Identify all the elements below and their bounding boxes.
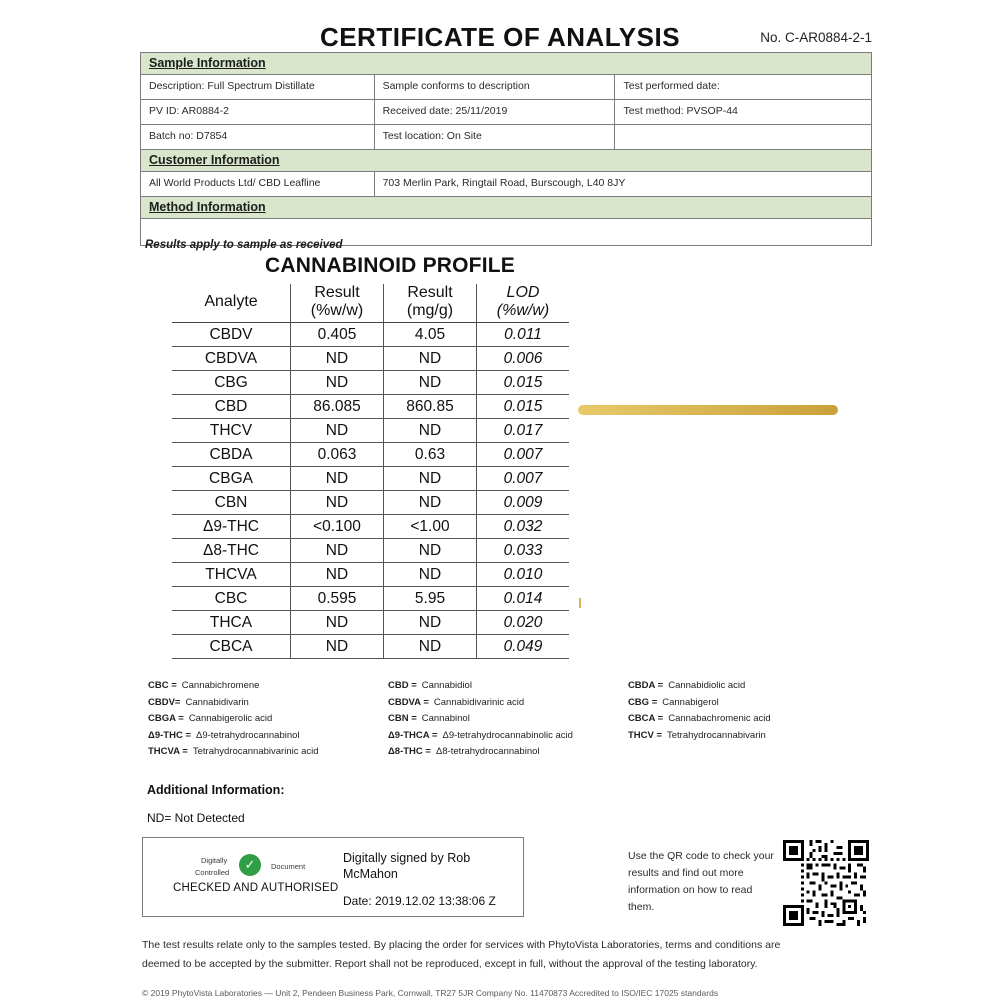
table-row: [172, 467, 569, 491]
cannabinoid-profile-table: [172, 284, 569, 659]
abbreviation-code: THCVA =: [148, 746, 188, 757]
column-header-lod-line1: LOD: [506, 284, 540, 301]
result-mgg: 4.05: [384, 323, 477, 347]
table-row: [172, 587, 569, 611]
result-mgg: ND: [384, 467, 477, 491]
abbreviation-item: [388, 697, 628, 708]
abbreviation-code: CBCA =: [627, 713, 664, 724]
qr-instructions: Use the QR code to check your results and find out more information on how to read them.: [628, 850, 774, 913]
analyte-name: CBG: [172, 371, 291, 395]
table-header-row: [172, 284, 569, 323]
stamp-line-document: Document: [271, 862, 306, 871]
lod-pct: 0.014: [477, 587, 570, 611]
result-mgg: ND: [384, 611, 477, 635]
lod-pct: 0.015: [477, 371, 570, 395]
batch-no: Batch no: D7854: [141, 125, 375, 149]
table-row: [172, 395, 569, 419]
abbreviation-code: Δ9-THC =: [148, 729, 191, 741]
abbreviation-item: [148, 713, 388, 724]
result-mgg: <1.00: [384, 515, 477, 539]
test-performed-date: Test performed date:: [623, 80, 720, 92]
result-mgg: 0.63: [384, 443, 477, 467]
abbreviation-row: [148, 730, 868, 741]
lod-pct: 0.032: [477, 515, 570, 539]
abbreviation-definition: Cannabachromenic acid: [668, 713, 771, 724]
qr-code[interactable]: [783, 840, 869, 926]
sample-conformance: Sample conforms to description: [375, 75, 616, 99]
abbreviation-code: CBDV=: [148, 696, 181, 708]
results-note: Results apply to sample as received: [145, 239, 343, 251]
table-row: [172, 323, 569, 347]
abbreviation-code: CBN =: [387, 713, 417, 724]
abbreviation-definition: Δ8-tetrahydrocannabinol: [435, 746, 540, 757]
abbreviation-item: [388, 730, 628, 741]
result-pct: ND: [291, 371, 384, 395]
abbreviation-code: CBD =: [387, 680, 417, 691]
column-header-result-pct-line1: Result: [314, 284, 360, 301]
abbreviation-code: THCV =: [627, 729, 662, 741]
abbreviation-row: [148, 746, 868, 757]
result-mgg: ND: [384, 347, 477, 371]
column-header-result-mgg-line1: Result: [407, 284, 453, 301]
column-header-analyte-line1: Analyte: [204, 293, 258, 310]
result-mgg: 860.85: [384, 395, 477, 419]
lod-pct: 0.033: [477, 539, 570, 563]
additional-information-title: Additional Information:: [147, 783, 285, 797]
result-mgg: 5.95: [384, 587, 477, 611]
column-header-result-pct: [291, 284, 384, 323]
abbreviation-code: CBC =: [148, 680, 177, 691]
abbreviation-code: Δ9-THCA =: [387, 729, 438, 741]
abbreviation-item: [628, 713, 868, 724]
abbreviation-row: [148, 680, 868, 691]
test-location: Test location: On Site: [375, 125, 616, 149]
analyte-name: CBDA: [172, 443, 291, 467]
table-row: [141, 100, 871, 125]
result-pct: ND: [291, 539, 384, 563]
abbreviation-item: [628, 680, 868, 691]
table-row: [172, 635, 569, 659]
result-mgg: ND: [384, 635, 477, 659]
table-row: [172, 611, 569, 635]
abbreviation-definition: Tetrahydrocannabivarin: [667, 729, 766, 741]
table-row: [172, 563, 569, 587]
column-header-analyte: [172, 284, 291, 323]
sample-description: Description: Full Spectrum Distillate: [141, 75, 375, 99]
footer-line-2: deemed to be accepted by the submitter. Report shall not be reproduced, except in full, without the approval of the testing laboratory.: [142, 958, 758, 970]
abbreviations-legend: [148, 680, 868, 763]
abbreviation-definition: Cannabidivarin: [185, 696, 249, 708]
result-pct: ND: [291, 419, 384, 443]
stamp-line-digitally: Digitally: [201, 856, 228, 865]
checked-and-authorised-label: CHECKED AND AUTHORISED: [173, 882, 339, 894]
analyte-name: Δ8-THC: [172, 539, 291, 563]
table-row: [141, 125, 871, 150]
result-pct: 0.405: [291, 323, 384, 347]
result-pct: ND: [291, 467, 384, 491]
result-pct: ND: [291, 491, 384, 515]
analyte-name: THCV: [172, 419, 291, 443]
result-pct: 0.595: [291, 587, 384, 611]
test-method: Test method: PVSOP-44: [623, 105, 738, 117]
information-tables: [140, 52, 872, 246]
result-pct: ND: [291, 635, 384, 659]
lod-pct: 0.007: [477, 443, 570, 467]
certificate-number: No. C-AR0884-2-1: [760, 30, 872, 45]
signature-date: Date: 2019.12.02 13:38:06 Z: [343, 894, 496, 908]
abbreviation-definition: Cannabidiol: [421, 680, 472, 691]
received-date: Received date: 25/11/2019: [375, 100, 616, 124]
customer-address: 703 Merlin Park, Ringtail Road, Burscough, L40 8JY: [382, 177, 626, 189]
table-row: [172, 419, 569, 443]
abbreviation-definition: Δ9-tetrahydrocannabinolic acid: [442, 729, 573, 741]
abbreviation-item: [628, 697, 868, 708]
abbreviation-definition: Cannabinol: [421, 713, 470, 724]
sample-information-label: Sample Information: [149, 56, 266, 70]
abbreviation-definition: Cannabigerolic acid: [188, 713, 273, 724]
analyte-name: CBCA: [172, 635, 291, 659]
lod-pct: 0.020: [477, 611, 570, 635]
analyte-name: THCVA: [172, 563, 291, 587]
table-row: [172, 443, 569, 467]
analyte-name: Δ9-THC: [172, 515, 291, 539]
sample-information-band: [141, 53, 871, 75]
abbreviation-code: Δ8-THC =: [387, 746, 431, 757]
analyte-name: CBC: [172, 587, 291, 611]
result-mgg: ND: [384, 563, 477, 587]
abbreviation-code: CBG =: [627, 696, 658, 708]
table-row: [172, 515, 569, 539]
method-information-label: Method Information: [149, 200, 266, 214]
abbreviation-item: [388, 746, 628, 757]
lod-pct: 0.009: [477, 491, 570, 515]
analyte-name: THCA: [172, 611, 291, 635]
signed-by-text: Digitally signed by Rob McMahon: [343, 851, 471, 881]
abbreviation-definition: Cannabigerol: [662, 696, 719, 708]
abbreviation-item: [628, 746, 868, 757]
customer-information-band: [141, 150, 871, 172]
signature-block: [142, 837, 524, 917]
column-header-lod: [477, 284, 570, 323]
result-pct: 86.085: [291, 395, 384, 419]
abbreviation-item: [388, 680, 628, 691]
page-title: CERTIFICATE OF ANALYSIS: [319, 22, 681, 52]
result-mgg: ND: [384, 419, 477, 443]
abbreviation-item: [148, 697, 388, 708]
result-pct: ND: [291, 563, 384, 587]
abbreviation-item: [628, 730, 868, 741]
lod-pct: 0.049: [477, 635, 570, 659]
abbreviation-item: [148, 730, 388, 741]
column-header-result-mgg-line2: (mg/g): [406, 302, 454, 319]
pv-id: PV ID: AR0884-2: [141, 100, 375, 124]
abbreviation-item: [148, 680, 388, 691]
result-pct: ND: [291, 347, 384, 371]
footer-line-1: The test results relate only to the samples tested. By placing the order for services with PhytoVista Laboratories, terms and conditions are: [142, 939, 781, 951]
footer-company-info: © 2019 PhytoVista Laboratories — Unit 2, Pendeen Business Park, Cornwall, TR27 5JR Company No. 11470873 Accredited to ISO/IEC 17025 standards: [142, 988, 719, 998]
lod-pct: 0.017: [477, 419, 570, 443]
method-information-band: [141, 197, 871, 219]
abbreviation-item: [388, 713, 628, 724]
lod-pct: 0.010: [477, 563, 570, 587]
result-mgg: ND: [384, 539, 477, 563]
abbreviation-definition: Cannabichromene: [181, 680, 260, 691]
analyte-name: CBDVA: [172, 347, 291, 371]
column-header-lod-line2: (%w/w): [496, 302, 550, 319]
result-mgg: ND: [384, 491, 477, 515]
result-pct: <0.100: [291, 515, 384, 539]
abbreviation-code: CBGA =: [148, 713, 184, 724]
abbreviation-code: CBDA =: [627, 680, 664, 691]
additional-information-body: ND= Not Detected: [147, 811, 245, 825]
analyte-name: CBGA: [172, 467, 291, 491]
abbreviation-row: [148, 713, 868, 724]
cannabinoid-profile-title: CANNABINOID PROFILE: [265, 254, 515, 277]
analyte-name: CBD: [172, 395, 291, 419]
result-pct: 0.063: [291, 443, 384, 467]
table-row: [172, 347, 569, 371]
stamp-line-controlled: Controlled: [195, 868, 230, 877]
lod-pct: 0.006: [477, 347, 570, 371]
digital-stamp: [173, 848, 348, 906]
table-row: [172, 491, 569, 515]
table-row: [172, 371, 569, 395]
lod-pct: 0.015: [477, 395, 570, 419]
column-header-result-pct-line2: (%w/w): [310, 302, 364, 319]
footer-disclaimer: [142, 936, 870, 974]
abbreviation-definition: Cannabidiolic acid: [668, 680, 746, 691]
customer-information-label: Customer Information: [149, 153, 280, 167]
analyte-name: CBN: [172, 491, 291, 515]
result-mgg: ND: [384, 371, 477, 395]
abbreviation-definition: Cannabidivarinic acid: [433, 696, 525, 708]
result-pct: ND: [291, 611, 384, 635]
abbreviation-row: [148, 697, 868, 708]
lod-pct: 0.007: [477, 467, 570, 491]
gold-tick-mark: [579, 598, 581, 608]
abbreviation-definition: Δ9-tetrahydrocannabinol: [196, 729, 300, 741]
abbreviation-definition: Tetrahydrocannabivarinic acid: [192, 746, 319, 757]
table-row: [172, 539, 569, 563]
empty-cell: [615, 125, 871, 149]
gold-highlight-bar: [578, 405, 838, 415]
table-row: [141, 172, 871, 197]
analyte-name: CBDV: [172, 323, 291, 347]
table-row: [141, 75, 871, 100]
column-header-result-mgg: [384, 284, 477, 323]
abbreviation-code: CBDVA =: [387, 696, 429, 708]
lod-pct: 0.011: [477, 323, 570, 347]
customer-name: All World Products Ltd/ CBD Leafline: [141, 172, 375, 196]
leaf-icon: ✓: [239, 854, 261, 876]
abbreviation-item: [148, 746, 388, 757]
